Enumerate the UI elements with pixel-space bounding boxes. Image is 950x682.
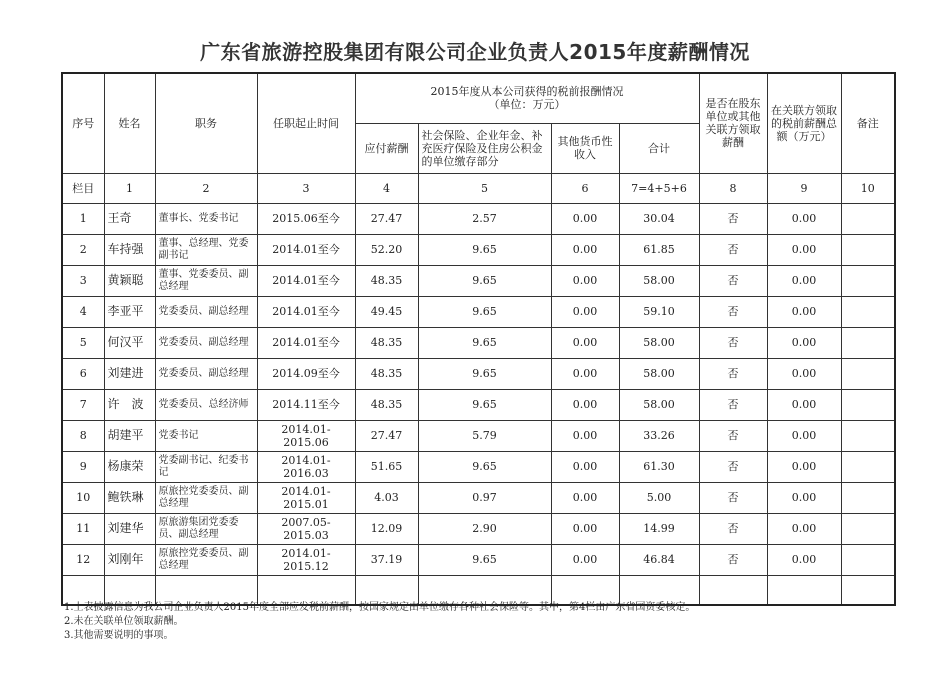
cell-shareholder: 否 [699,513,767,544]
cell-remark [841,451,895,482]
cell-remark [841,389,895,420]
footnote: 1.上表披露信息为我公司企业负责人2015年度全部应发税前薪酬，按国家规定由单位缴存各种社会保险等。其中，第4栏由广东省国资委核定。 [64,602,696,613]
cell-position: 党委委员、副总经理 [155,327,257,358]
cell-other: 0.00 [551,203,619,234]
cell-total: 58.00 [619,327,699,358]
cell-position: 原旅控党委委员、副总经理 [155,482,257,513]
cell-name: 李亚平 [104,296,155,327]
column-label: 栏目 [62,173,104,203]
cell-salary: 48.35 [355,389,418,420]
cell-total: 58.00 [619,358,699,389]
cell-seq: 8 [62,420,104,451]
column-number: 6 [551,173,619,203]
cell-term: 2014.01至今 [257,296,355,327]
table-row [62,296,895,327]
cell-social: 5.79 [418,420,551,451]
header-salary: 应付薪酬 [355,123,418,173]
cell-name: 许 波 [104,389,155,420]
cell-shareholder: 否 [699,296,767,327]
cell-related: 0.00 [767,327,841,358]
cell-position: 原旅游集团党委委员、副总经理 [155,513,257,544]
cell-remark [841,420,895,451]
cell-other: 0.00 [551,327,619,358]
header-group [355,73,699,123]
cell-total: 33.26 [619,420,699,451]
cell-seq: 9 [62,451,104,482]
cell-shareholder: 否 [699,389,767,420]
footnote: 2.未在关联单位领取薪酬。 [64,616,184,627]
cell-position: 董事、党委委员、副总经理 [155,265,257,296]
cell-position: 原旅控党委委员、副总经理 [155,544,257,575]
cell-salary: 12.09 [355,513,418,544]
cell-name: 黄颖聪 [104,265,155,296]
cell-seq: 1 [62,203,104,234]
cell-social: 9.65 [418,265,551,296]
table-row [62,451,895,482]
cell-name: 王奇 [104,203,155,234]
cell-term: 2007.05-2015.03 [257,513,355,544]
cell-total: 30.04 [619,203,699,234]
cell-position: 党委委员、副总经理 [155,296,257,327]
cell-term: 2014.01至今 [257,234,355,265]
cell-remark [841,296,895,327]
footnotes [64,601,695,643]
cell-remark [841,482,895,513]
table-row [62,327,895,358]
table-row [62,358,895,389]
cell-total: 61.30 [619,451,699,482]
column-number: 3 [257,173,355,203]
cell-related: 0.00 [767,265,841,296]
header-shareholder: 是否在股东单位或其他关联方领取薪酬 [699,73,767,173]
salary-table [61,72,896,606]
table-row [62,203,895,234]
cell-seq: 11 [62,513,104,544]
table-row [62,234,895,265]
cell-name: 何汉平 [104,327,155,358]
cell-seq: 3 [62,265,104,296]
cell-related: 0.00 [767,389,841,420]
cell-seq: 6 [62,358,104,389]
cell-salary: 27.47 [355,203,418,234]
cell-shareholder: 否 [699,451,767,482]
table-row [62,389,895,420]
header-seq: 序号 [62,73,104,173]
cell-name: 鲍铁琳 [104,482,155,513]
cell-shareholder: 否 [699,544,767,575]
cell-term: 2014.01至今 [257,265,355,296]
cell-position: 党委书记 [155,420,257,451]
cell-other: 0.00 [551,544,619,575]
cell-salary: 49.45 [355,296,418,327]
cell-position: 董事长、党委书记 [155,203,257,234]
cell-seq: 2 [62,234,104,265]
cell-total: 14.99 [619,513,699,544]
cell-salary: 4.03 [355,482,418,513]
cell-name: 车持强 [104,234,155,265]
cell-related: 0.00 [767,296,841,327]
column-number-row [62,173,895,203]
column-number: 7=4+5+6 [619,173,699,203]
cell-related: 0.00 [767,420,841,451]
page-title: 广东省旅游控股集团有限公司企业负责人2015年度薪酬情况 [200,40,750,64]
header-position: 职务 [155,73,257,173]
cell-name: 刘建进 [104,358,155,389]
cell-term: 2014.01-2016.03 [257,451,355,482]
cell-term: 2015.06至今 [257,203,355,234]
header-term: 任职起止时间 [257,73,355,173]
header-related: 在关联方领取的税前薪酬总额（万元） [767,73,841,173]
cell-other: 0.00 [551,358,619,389]
cell-shareholder: 否 [699,234,767,265]
cell-salary: 48.35 [355,358,418,389]
cell-salary: 52.20 [355,234,418,265]
cell-remark [841,544,895,575]
header-social: 社会保险、企业年金、补充医疗保险及住房公积金的单位缴存部分 [418,123,551,173]
cell-social: 0.97 [418,482,551,513]
cell-other: 0.00 [551,234,619,265]
cell-shareholder: 否 [699,420,767,451]
cell-term: 2014.01-2015.01 [257,482,355,513]
header-name: 姓名 [104,73,155,173]
cell-term: 2014.09至今 [257,358,355,389]
cell-social: 9.65 [418,389,551,420]
cell-social: 9.65 [418,327,551,358]
cell-social: 9.65 [418,234,551,265]
table-row [62,420,895,451]
cell-seq: 5 [62,327,104,358]
cell-term: 2014.01-2015.12 [257,544,355,575]
cell-salary: 27.47 [355,420,418,451]
cell-social: 2.90 [418,513,551,544]
cell-shareholder: 否 [699,203,767,234]
header-total: 合计 [619,123,699,173]
cell-other: 0.00 [551,482,619,513]
column-number: 9 [767,173,841,203]
cell-name: 刘建华 [104,513,155,544]
column-number: 5 [418,173,551,203]
column-number: 2 [155,173,257,203]
cell-salary: 48.35 [355,265,418,296]
cell-related: 0.00 [767,234,841,265]
cell-salary: 48.35 [355,327,418,358]
cell-social: 9.65 [418,544,551,575]
column-number: 1 [104,173,155,203]
cell-total: 46.84 [619,544,699,575]
cell-remark [841,203,895,234]
cell-seq: 7 [62,389,104,420]
cell-name: 杨康荣 [104,451,155,482]
header-remark: 备注 [841,73,895,173]
cell-other: 0.00 [551,389,619,420]
cell-remark [841,513,895,544]
cell-term: 2014.01-2015.06 [257,420,355,451]
cell-related: 0.00 [767,358,841,389]
table-row [62,544,895,575]
cell-salary: 37.19 [355,544,418,575]
cell-position: 党委委员、总经济师 [155,389,257,420]
cell-shareholder: 否 [699,265,767,296]
cell-shareholder: 否 [699,358,767,389]
header-group-unit: （单位：万元） [488,98,566,112]
cell-name: 胡建平 [104,420,155,451]
cell-shareholder: 否 [699,327,767,358]
table-row [62,513,895,544]
cell-related: 0.00 [767,451,841,482]
column-number: 10 [841,173,895,203]
cell-remark [841,234,895,265]
cell-position: 董事、总经理、党委副书记 [155,234,257,265]
cell-remark [841,327,895,358]
cell-social: 9.65 [418,451,551,482]
cell-seq: 12 [62,544,104,575]
cell-related: 0.00 [767,203,841,234]
cell-total: 58.00 [619,389,699,420]
cell-name: 刘刚年 [104,544,155,575]
footnote: 3.其他需要说明的事项。 [64,630,174,641]
cell-other: 0.00 [551,420,619,451]
table-row [62,265,895,296]
cell-position: 党委委员、副总经理 [155,358,257,389]
cell-related: 0.00 [767,482,841,513]
header-group-title: 2015年度从本公司获得的税前报酬情况 [430,85,624,99]
cell-position: 党委副书记、纪委书记 [155,451,257,482]
header-other: 其他货币性收入 [551,123,619,173]
cell-total: 59.10 [619,296,699,327]
cell-related: 0.00 [767,544,841,575]
cell-term: 2014.11至今 [257,389,355,420]
column-number: 4 [355,173,418,203]
cell-total: 5.00 [619,482,699,513]
cell-social: 9.65 [418,358,551,389]
cell-term: 2014.01至今 [257,327,355,358]
cell-other: 0.00 [551,296,619,327]
cell-total: 61.85 [619,234,699,265]
cell-total: 58.00 [619,265,699,296]
cell-other: 0.00 [551,451,619,482]
cell-social: 2.57 [418,203,551,234]
cell-seq: 10 [62,482,104,513]
cell-salary: 51.65 [355,451,418,482]
cell-social: 9.65 [418,296,551,327]
cell-related: 0.00 [767,513,841,544]
cell-seq: 4 [62,296,104,327]
cell-shareholder: 否 [699,482,767,513]
cell-other: 0.00 [551,513,619,544]
cell-remark [841,265,895,296]
column-number: 8 [699,173,767,203]
table-row [62,482,895,513]
cell-other: 0.00 [551,265,619,296]
cell-remark [841,358,895,389]
